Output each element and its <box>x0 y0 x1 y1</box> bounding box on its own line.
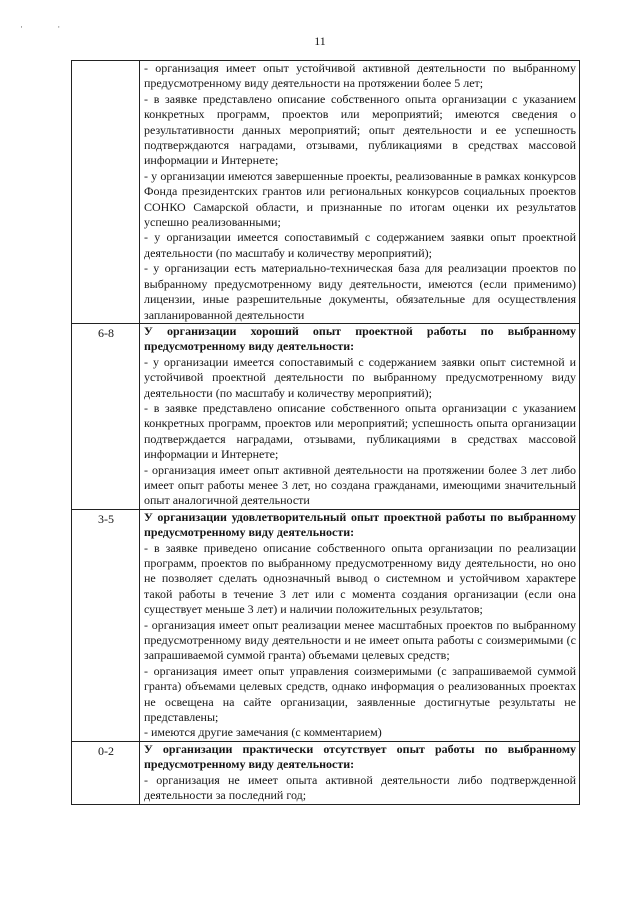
page-number: 11 <box>314 34 326 48</box>
table-row <box>72 509 580 741</box>
table-row <box>72 323 580 509</box>
criteria-table <box>71 60 580 805</box>
description-cell <box>140 741 580 804</box>
criterion-item: - организация имеет опыт активной деятельности на протяжении более 3 лет либо имеет опыт работы менее 3 лет, но создана гражданами, имеющими значительный опыт аналогичной деятельности <box>144 462 576 508</box>
criterion-item: - имеются другие замечания (с комментарием) <box>144 725 382 740</box>
score-cell: 3-5 <box>72 509 140 741</box>
criterion-item: - организация не имеет опыта активной деятельности либо подтвержденной деятельности за последний год; <box>144 772 576 803</box>
criterion-item: - организация имеет опыт управления соизмеримыми (с запрашиваемой суммой гранта) объемами целевых средств, однако информация о реализованных проектах не освещена на сайте организации, заявленные достигнутые результаты не представлены; <box>144 663 576 725</box>
table-row <box>72 741 580 804</box>
criterion-heading: У организации практически отсутствует опыт работы по выбранному предусмотренному виду деятельности: <box>144 741 576 772</box>
table-row <box>72 61 580 324</box>
criterion-item: - у организации имеется сопоставимый с содержанием заявки опыт проектной деятельности (по масштабу и количеству мероприятий); <box>144 230 576 260</box>
criterion-item: - организация имеет опыт устойчивой активной деятельности по выбранному предусмотренному виду деятельности на протяжении более 5 лет; <box>144 61 576 91</box>
criterion-item: - в заявке представлено описание собственного опыта организации с указанием конкретных программ, проектов или мероприятий; имеются сведения о результативности данных мероприятий; опыт деятельности и ее успешность подтверждаются наградами, отзывами, публикациями в средствах массовой информации и Интернете; <box>144 91 576 168</box>
description-cell <box>140 509 580 741</box>
description-cell <box>140 61 580 324</box>
criterion-item: - в заявке приведено описание собственного опыта организации по реализации программ, проектов по выбранному предусмотренному виду деятельности, но оно не позволяет сделать однозначный вывод о системном и устойчивом характере такой работы в течение 3 лет или с момента создания организации (если она существует меньше 3 лет) и наличии положительных результатов; <box>144 540 576 617</box>
score-cell <box>72 61 140 324</box>
criterion-item: - в заявке представлено описание собственного опыта организации с указанием конкретных программ, проектов или мероприятий; успешность опыта организации подтверждается наградами, отзывами, публикациями в средствах массовой информации и Интернете; <box>144 400 576 462</box>
scan-specks: · · <box>20 22 77 32</box>
criterion-item: - у организации есть материально-техническая база для реализации проектов по выбранному предусмотренному виду деятельности, имеются (если применимо) лицензии, иные разрешительные документы, обязательные для осуществления запланированной деятельности <box>144 261 576 322</box>
criterion-item: - организация имеет опыт реализации менее масштабных проектов по выбранному предусмотренному виду деятельности и не имеет опыта работы с соизмеримыми (с запрашиваемой суммой гранта) объемами целевых средств; <box>144 617 576 663</box>
description-cell <box>140 323 580 509</box>
criterion-heading: У организации хороший опыт проектной работы по выбранному предусмотренному виду деятельности: <box>144 323 576 354</box>
criterion-heading: У организации удовлетворительный опыт проектной работы по выбранному предусмотренному виду деятельности: <box>144 509 576 540</box>
score-cell: 0-2 <box>72 741 140 804</box>
criterion-item: - у организации имеется сопоставимый с содержанием заявки опыт системной и устойчивой проектной деятельности по выбранному предусмотренному виду деятельности (по масштабу и количеству мероприятий); <box>144 354 576 400</box>
criterion-item: - у организации имеются завершенные проекты, реализованные в рамках конкурсов Фонда президентских грантов или региональных конкурсов социальных проектов СОНКО Самарской области, и признанные по итогам оценки их результатов успешно реализованными; <box>144 168 576 230</box>
score-cell: 6-8 <box>72 323 140 509</box>
